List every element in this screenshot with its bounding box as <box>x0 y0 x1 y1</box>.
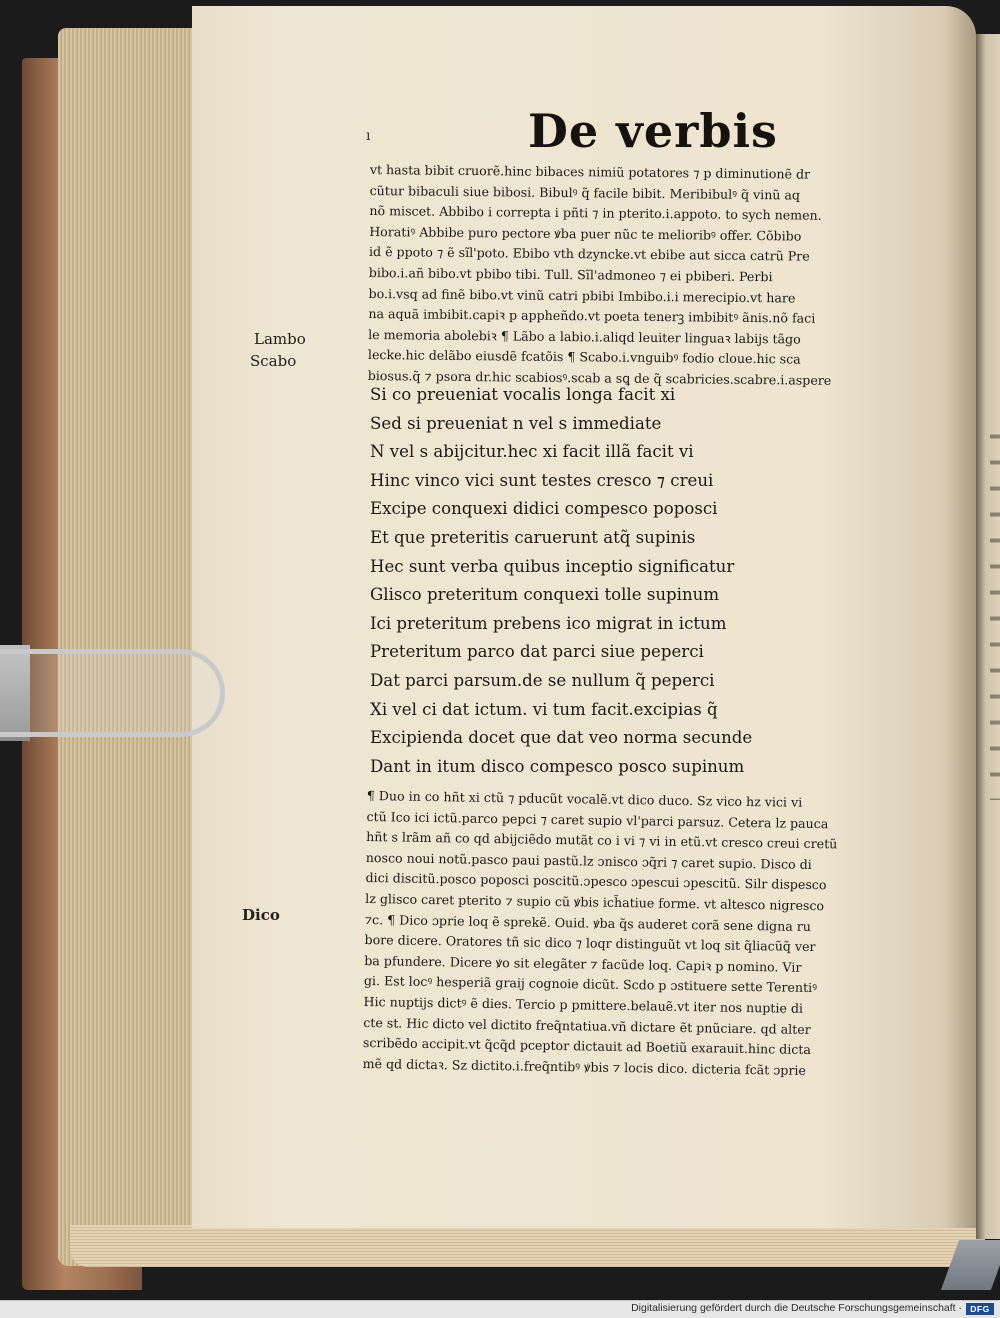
text-line: dici discitũ.posco poposci poscitũ.ɔpesco ɔpescui ɔpescitũ. Silr dispesco <box>365 870 827 893</box>
verse-line: Si co preueniat vocalis longa facit xi <box>370 385 676 404</box>
margin-note-scabo: Scabo <box>250 352 297 370</box>
plexiglass-clamp <box>0 649 225 737</box>
text-line: bore dicere. Oratores tñ sic dico ⁊ loqr distinguũt vt loq sit q̃liacũq̃ ver <box>364 932 816 955</box>
text-line: bibo.i.añ bibo.vt pbibo tibi. Tull. Sĩl'admoneo ⁊ ei pbiberi. Perbi <box>368 264 773 285</box>
page-edges <box>58 28 208 1266</box>
verse-line: Dat parci parsum.de se nullum q̃ peperci <box>370 670 715 690</box>
verse-line: Excipe conquexi didici compesco poposci <box>370 499 718 519</box>
verse-line: Hinc vinco vici sunt testes cresco ⁊ creui <box>370 470 714 490</box>
page-bottom-edge <box>70 1225 985 1267</box>
text-line: Hic nuptijs dictꝰ ẽ dies. Tercio p pmittere.belauẽ.vt iter nos nuptie di <box>363 993 804 1016</box>
text-line: vt hasta bibit cruorẽ.hinc bibaces nimiũ potatores ⁊ p diminutionẽ dr <box>369 161 811 182</box>
verse-block <box>370 381 800 781</box>
verse-line: Sed si preueniat n vel s immediate <box>370 413 662 433</box>
text-line: ctũ Ico ici ictũ.parco pepci ⁊ caret supio vl'parci parsuz. Cetera lz pauca <box>366 808 829 831</box>
commentary-block-bottom <box>362 786 906 1083</box>
verse-line: Glisco preteritum conquexi tolle supinum <box>370 585 720 605</box>
page-heading: De verbis <box>528 104 778 158</box>
text-line: lecke.hic delãbo eiusdẽ fcatõis ¶ Scabo.i.vnguibꝰ fodio cloue.hic sca <box>367 347 801 367</box>
folio-mark: ı <box>366 128 371 144</box>
facing-page-text <box>990 420 1000 800</box>
text-line: biosus.q̃ ⁊ psora dr.hic scabiosꝰ.scab a sꝗ de q̃ scabricies.scabre.i.aspere <box>367 367 832 388</box>
verse-line: Preteritum parco dat parci siue peperci <box>370 642 704 662</box>
text-line: ba pfundere. Dicere ꝟo sit elegãter ⁊ facũde loq. Capiꝛ p nomino. Vir <box>364 952 802 975</box>
dfg-logo: DFG <box>966 1303 994 1315</box>
verse-line: Ici preteritum prebens ico migrat in ictum <box>370 613 727 633</box>
margin-note-lambo: Lambo <box>254 330 306 348</box>
text-line: le memoria abolebiꝛ ¶ Lãbo a labio.i.aliqd leuiter linguaꝛ labijs tãgo <box>368 326 801 347</box>
text-line: ¶ Duo in co hñt xi ctũ ⁊ pducũt vocalẽ.vt dico duco. Sz vico hz vici vi <box>366 787 803 810</box>
verse-line: Hec sunt verba quibus inceptio significatur <box>370 556 735 576</box>
text-line: lz glisco caret pterito ⁊ supio cũ ꝟbis ich̃atiue forme. vt altesco nigresco <box>365 890 825 914</box>
commentary-block-top <box>368 160 910 392</box>
text-line: bo.i.vsq ad finẽ bibo.vt vinũ catri pbibi Imbibo.i.i merecipio.vt hare <box>368 285 796 306</box>
funding-credit: Digitalisierung gefördert durch die Deutsche Forschungsgemeinschaft · <box>631 1302 962 1314</box>
text-line: scribẽdo accipit.vt q̃cq̃d pceptor dictauit ad Boetiũ exarauit.hinc dicta <box>362 1035 812 1058</box>
text-line: na aquã imbibit.capiꝛ p appheñdo.vt poeta tenerꝫ imbibitꝰ ãnis.nõ faci <box>368 306 816 326</box>
text-line: nosco noui notũ.pasco paui pastũ.lz ɔnisco ɔq̃ri ⁊ caret supio. Disco di <box>365 849 812 872</box>
text-line: hñt s lrãm añ co qd abijciẽdo mutãt co i vi ⁊ vi in etũ.vt cresco creui cretũ <box>366 829 838 852</box>
margin-note-dico: Dico <box>242 906 280 924</box>
verse-line: Xi vel ci dat ictum. vi tum facit.excipias q̃ <box>370 699 718 719</box>
verse-line: Dant in itum disco compesco posco supinum <box>370 756 745 776</box>
text-line: mẽ qd dictaꝛ. Sz dictito.i.freq̃ntibꝰ ꝟbis ⁊ locis dico. dicteria fcãt ɔprie <box>362 1055 807 1078</box>
text-line: cte st. Hic dicto vel dictito freq̃ntatiua.vñ dictare ẽt pnũciare. qd alter <box>363 1014 811 1037</box>
text-line: nõ miscet. Abbibo i correpta i pñti ⁊ in pterito.i.appoto. to sych nemen. <box>369 203 822 223</box>
text-line: gi. Est locꝰ hesperiã graij cognoie dicũt. Scdo p ɔstituere sette Terentiꝰ <box>363 973 818 996</box>
verse-line: N vel s abijcitur.hec xi facit illã facit vi <box>370 442 694 462</box>
verse-line: Et que preteritis caruerunt atq̃ supinis <box>370 527 696 547</box>
verse-line: Excipienda docet que dat veo norma secunde <box>370 728 753 748</box>
text-line: cũtur bibaculi siue bibosi. Bibulꝰ q̃ facile bibit. Meribibulꝰ q̃ vinũ aq <box>369 182 801 203</box>
text-line: ⁊c. ¶ Dico ɔprie loq ẽ sprekẽ. Ouid. ꝟba q̃s auderet corã sene digna ru <box>364 911 812 934</box>
text-line: Horatiꝰ Abbibe puro pectore ꝟba puer nũc te melioribꝰ offer. Cõbibo <box>369 223 802 244</box>
text-line: id ẽ ppoto ⁊ ẽ sĩl'poto. Ebibo vth dzyncke.vt ebibe aut sicca catrũ Pre <box>368 244 810 264</box>
footer-bar <box>0 1300 1000 1318</box>
